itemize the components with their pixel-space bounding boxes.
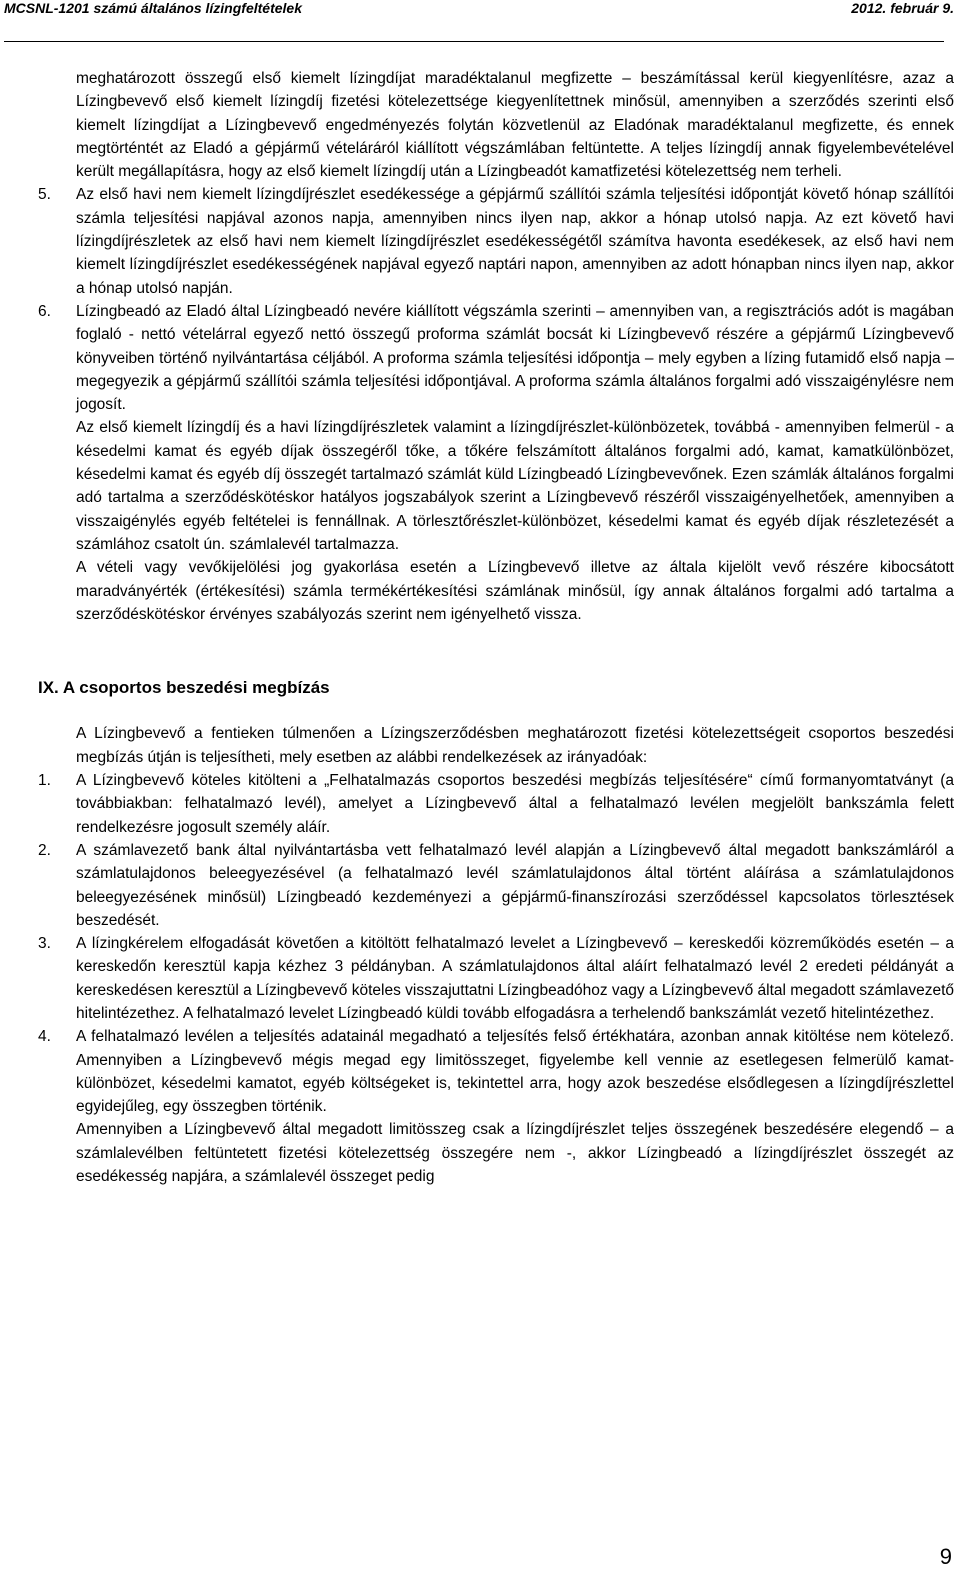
- document-date: 2012. február 9.: [851, 0, 954, 16]
- list-item: [38, 769, 954, 839]
- list-number: 6.: [38, 302, 51, 320]
- list-number: 4.: [38, 1028, 51, 1046]
- list-text: A lízingkérelem elfogadását követően a kitöltött felhatalmazó levelet a Lízingbevevő – kereskedői közreműködés esetén – a kereskedőn keresztül kapja kézhez 3 példányban. A számlatulajdonos által aláírt felhatalmazó levél 2 eredeti példányát a kereskedésen keresztül a Lízingbevevő köteles visszajuttatni Lízingbeadóhoz vagy a Lízingbevevő által megadott számlavezető hitelintézethez. A felhatalmazó levelet Lízingbeadó küldi tovább elfogadásra a terhelendő bankszámlát vezető hitelintézethez.: [76, 935, 954, 1022]
- list-item: [38, 300, 954, 416]
- list-item: [38, 839, 954, 932]
- list-item: [38, 932, 954, 1025]
- list-number: 2.: [38, 841, 51, 859]
- list-text: A felhatalmazó levélen a teljesítés adatainál megadható a teljesítés felső értékhatára, azonban annak kitöltése nem kötelező. Amennyiben a Lízingbevevő mégis megad egy limitösszeget, figyelembe kell vennie az esetlegesen felmerülő kamat-különbözet, késedelmi kamatot, egyéb költségeket is, tekintettel arra, hogy azok beszedése elsődlegesen a lízingdíjrészlettel egyidejűleg, egy összegben történik.: [76, 1028, 954, 1116]
- list-text: Az első havi nem kiemelt lízingdíjrészlet esedékessége a gépjármű szállítói számla teljesítési időpontját követő hónap szállítói számla teljesítési napjával azonos napja, amennyiben nincs ilyen nap, akkor a hónap utolsó napja. Az ezt követő havi lízingdíjrészletek az első havi nem kiemelt lízingdíjrészlet esedékességétől számítva havonta esedékesek, az első havi nem kiemelt lízingdíjrészlet esedékességének napjával egyező naptári napon, amennyiben az adott hónapban nincs ilyen nap, akkor a hónap utolsó napján.: [76, 186, 954, 297]
- paragraph: A vételi vagy vevőkijelölési jog gyakorlása esetén a Lízingbevevő illetve az általa kijelölt vevő részére kibocsátott maradványérték (értékesítési) számla termékértékesítési számlának minősül, így annak általános forgalmi adó tartalma a szerződéskötéskor érvényes szabályozás szerint nem igényelhető vissza.: [76, 559, 954, 623]
- document-body: [38, 67, 954, 1188]
- list-text: Lízingbeadó az Eladó által Lízingbeadó nevére kiállított végszámla szerinti – amennyiben van, a regisztrációs adót is magában foglaló - nettó vételárral egyező nettó összegű proforma számlát bocsát ki Lízingbevevő részére a gépjármű Lízingbevevő könyveiben történő nyilvántartása céljából. A proforma számla teljesítési időpontja – mely egyben a lízing futamidő első napja – megegyezik a gépjármű szállítói számla teljesítési időpontjával. A proforma számla általános forgalmi adó visszaigénylésre nem jogosít.: [76, 302, 954, 414]
- section-intro: A Lízingbevevő a fentieken túlmenően a Lízingszerződésben meghatározott fizetési kötelezettségeit csoportos beszedési megbízás útján is teljesítheti, mely esetben az alábbi rendelkezések az irányadóak:: [76, 725, 954, 766]
- paragraph: meghatározott összegű első kiemelt lízingdíjat maradéktalanul megfizette – beszámítással kerül kiegyenlítésre, azaz a Lízingbevevő első kiemelt lízingdíj fizetési kötelezettsége kiegyenlítettnek minősül, amennyiben a szerződés szerinti első kiemelt lízingdíjat a Lízingbevevő engedményezés folytán közvetlenül az Eladónak maradéktalanul megfizette, és ennek megtörténtét az Eladó a gépjármű vételáráról kiállított végszámlában feltüntette. A teljes lízingdíj annak figyelembevételével került megállapításra, hogy az első kiemelt lízingdíj után a Lízingbeadót kamatfizetési kötelezettség nem terheli.: [76, 70, 954, 181]
- header-divider: [4, 41, 944, 42]
- page-number: 9: [939, 1544, 952, 1569]
- paragraph: Az első kiemelt lízingdíj és a havi lízingdíjrészletek valamint a lízingdíjrészlet-különbözetek, továbbá - amennyiben felmerül - a késedelmi kamat és egyéb díjak összegéről tőke, a tőkére felszámított általános forgalmi adó, kamat, kamatkülönbözet, késedelmi kamat és egyéb díj összegét tartalmazó számlát küld Lízingbeadó Lízingbevevőnek. Ezen számlák általános forgalmi adó tartalma a szerződéskötéskor hatályos jogszabályok szerint a Lízingbevevő részéről visszaigényelhetőek, amennyiben a visszaigénylés egyéb feltételei is fennállnak. A törlesztőrészlet-különbözet, késedelmi kamat és egyéb díjak részletezését a számlához csatolt ún. számlalevél tartalmazza.: [76, 419, 954, 553]
- list-item: [38, 183, 954, 299]
- paragraph: Amennyiben a Lízingbevevő által megadott limitösszeg csak a lízingdíjrészlet teljes összegének beszedésére elegendő – a számlalevélben feltüntetett fizetési kötelezettség összegére nem -, akkor Lízingbeadó a lízingdíjrészlet összegét az esedékesség napjára, a számlalevél összeget pedig: [76, 1121, 954, 1186]
- list-number: 1.: [38, 772, 51, 790]
- list-text: A Lízingbevevő köteles kitölteni a „Felhatalmazás csoportos beszedési megbízás teljesítésére“ című formanyomtatványt (a továbbiakban: felhatalmazó levél), amelyet a Lízingbevevő által a felhatalmazó levélen megjelölt bankszámla felett rendelkezésre jogosult személy aláír.: [76, 772, 954, 836]
- spacer: [38, 699, 954, 722]
- page-header: [0, 0, 960, 22]
- list-number: 5.: [38, 186, 51, 204]
- list-text: A számlavezető bank által nyilvántartásba vett felhatalmazó levél alapján a Lízingbevevő által megadott bankszámláról a számlatulajdonos beleegyezésével (a felhatalmazó levél számlatulajdonos által történt aláírása a számlatulajdonos beleegyezésének minősül) Lízingbeadó kezdeményezi a gépjármű-finanszírozási szerződéssel kapcsolatos törlesztések beszedését.: [76, 841, 954, 929]
- list-number: 3.: [38, 935, 51, 953]
- list-item: [38, 1025, 954, 1118]
- section-heading: IX. A csoportos beszedési megbízás: [38, 678, 330, 698]
- document-title: MCSNL-1201 számú általános lízingfeltételek: [4, 0, 302, 16]
